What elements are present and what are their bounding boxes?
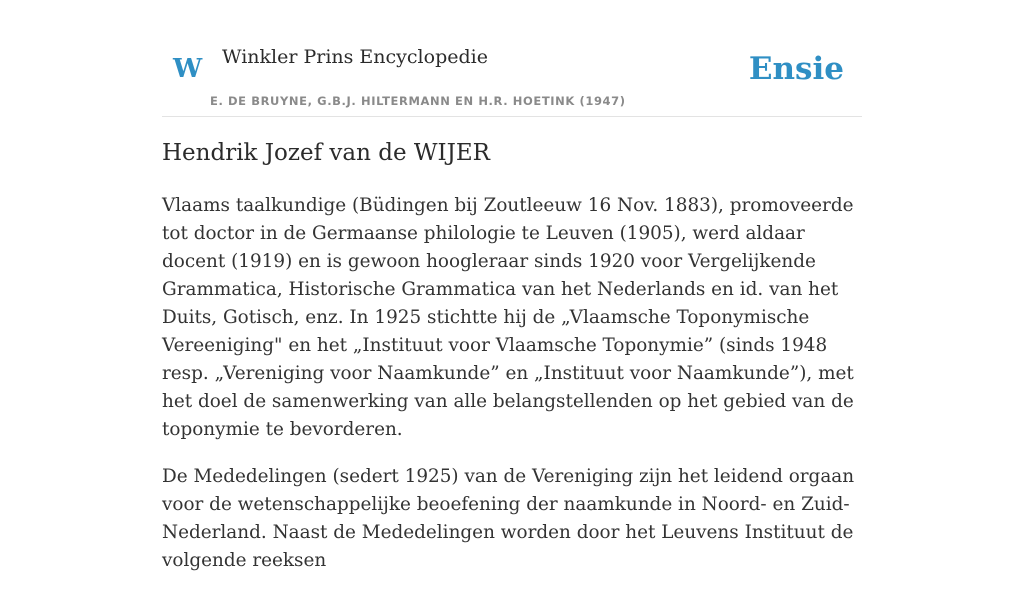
- source-authors: E. DE BRUYNE, G.B.J. HILTERMANN EN H.R. HOETINK (1947): [210, 94, 626, 108]
- entry-paragraph: Vlaams taalkundige (Büdingen bij Zoutleeuw 16 Nov. 1883), promoveerde tot doctor in de Germaanse philologie te Leuven (1905), werd aldaar docent (1919) en is gewoon hoogleraar sinds 1920 voor Vergelijkende Grammatica, Historische Grammatica van het Nederlands en id. van het Duits, Gotisch, enz. In 1925 stichtte hij de „Vlaamsche Toponymische Vereeniging" en het „Instituut voor Vlaamsche Toponymie” (sinds 1948 resp. „Vereniging voor Naamkunde” en „Instituut voor Naamkunde”), met het doel de samenwerking van alle belangstellenden op het gebied van de toponymie te bevorderen.: [162, 195, 854, 440]
- entry-title: Hendrik Jozef van de WIJER: [162, 140, 490, 166]
- source-header: [162, 34, 862, 117]
- entry-body: [162, 192, 862, 594]
- source-title-link[interactable]: Winkler Prins Encyclopedie: [222, 46, 488, 68]
- entry-paragraph: De Mededelingen (sedert 1925) van de Vereniging zijn het leidend orgaan voor de wetenschappelijke beoefening der naamkunde in Noord- en Zuid-Nederland. Naast de Mededelingen worden door het Leuvens Instituut de volgende reeksen: [162, 466, 855, 571]
- source-logo-icon[interactable]: W: [173, 54, 203, 84]
- brand-logo-link[interactable]: Ensie: [748, 51, 844, 87]
